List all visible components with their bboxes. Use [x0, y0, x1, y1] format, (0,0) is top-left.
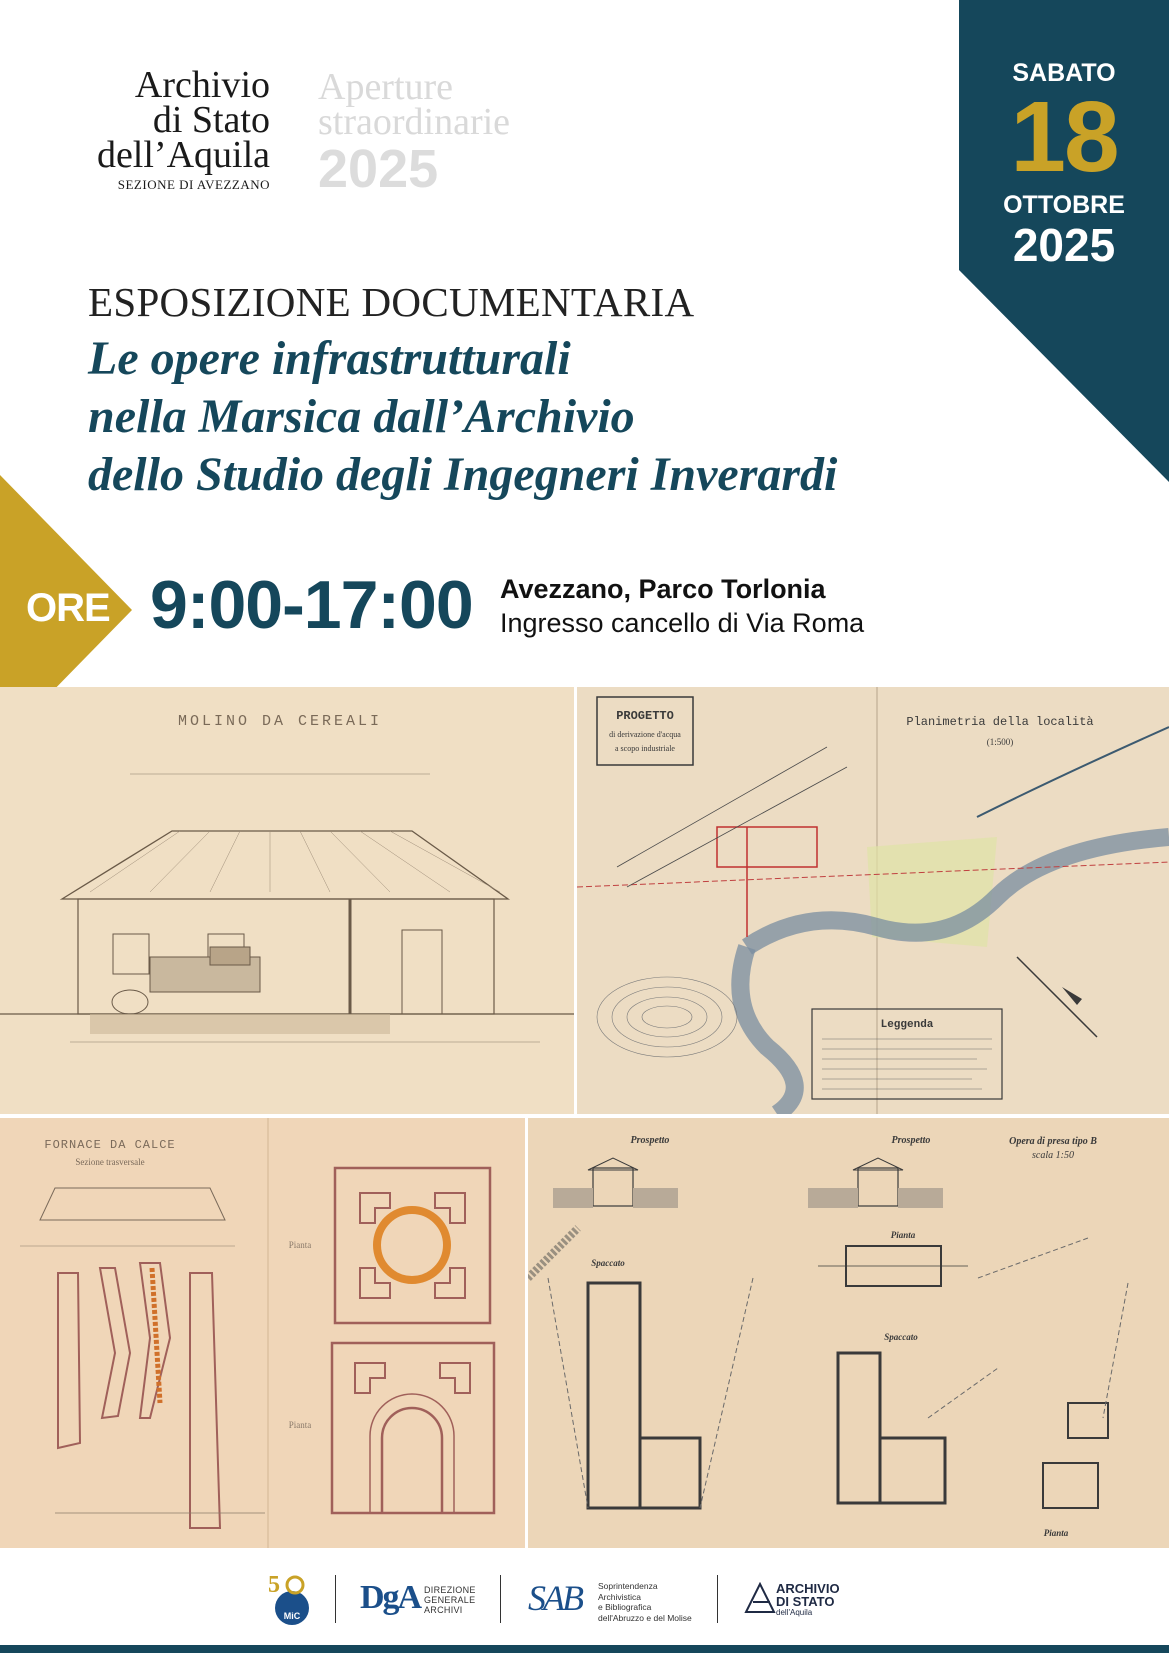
kiln-plan-label2: Pianta	[288, 1420, 312, 1430]
svg-text:5: 5	[268, 1572, 280, 1598]
date-year: 2025	[1012, 219, 1116, 271]
sab-label	[598, 1581, 692, 1623]
aperture-line2: straordinarie	[318, 101, 511, 143]
as-line3: dell'Aquila	[776, 1608, 813, 1617]
intake-title: Opera di presa tipo B	[1009, 1136, 1097, 1147]
archive-name-line2: di Stato	[152, 99, 270, 141]
exhibition-type: ESPOSIZIONE DOCUMENTARIA	[88, 279, 695, 325]
aperture-straordinarie	[318, 66, 511, 199]
map-project-sub1: di derivazione d'acqua	[609, 730, 681, 739]
date-day-number: 18	[1010, 81, 1118, 193]
footer-divider-2	[500, 1575, 501, 1623]
dga-line2: GENERALE	[424, 1595, 476, 1605]
svg-text:DgA: DgA	[360, 1579, 421, 1616]
mic-label: MiC	[283, 1611, 301, 1621]
mill-drawing	[0, 687, 574, 1114]
lime-kiln-drawing	[0, 1118, 525, 1548]
mill-title: MOLINO DA CEREALI	[177, 713, 383, 730]
map-project-sub2: a scopo industriale	[615, 744, 675, 753]
water-intake-drawing	[528, 1118, 1169, 1548]
venue-place: Avezzano, Parco Torlonia	[500, 574, 826, 604]
title-line1: Le opere infrastrutturali	[88, 332, 571, 385]
kiln-subtitle: Sezione trasversale	[75, 1157, 145, 1167]
archivio-stato-label	[776, 1582, 840, 1618]
map-legend-title: Leggenda	[880, 1019, 934, 1031]
title-line2: nella Marsica dall’Archivio	[88, 390, 635, 443]
aperture-year: 2025	[318, 139, 439, 199]
intake-pianta-label1: Pianta	[890, 1230, 916, 1240]
venue	[500, 572, 864, 640]
dga-line3: ARCHIVI	[424, 1605, 463, 1615]
intake-prospetto-label1: Prospetto	[630, 1135, 670, 1146]
dga-line1: DIREZIONE	[424, 1585, 476, 1595]
venue-entrance: Ingresso cancello di Via Roma	[500, 608, 865, 638]
hours-label: ORE	[26, 586, 110, 630]
sab-line3: e Bibliografica	[598, 1602, 652, 1612]
dga-label	[424, 1585, 476, 1615]
aperture-line1: Aperture	[318, 66, 454, 108]
as-line2: DI STATO	[776, 1594, 835, 1609]
archive-logo	[60, 64, 270, 193]
footer-divider-3	[717, 1575, 718, 1623]
event-date	[959, 58, 1169, 270]
archive-section: SEZIONE DI AVEZZANO	[117, 177, 270, 192]
sab-line4: dell'Abruzzo e del Molise	[598, 1612, 692, 1623]
intake-pianta-label2: Pianta	[1043, 1528, 1069, 1538]
site-plan-map	[577, 687, 1169, 1114]
map-project-label: PROGETTO	[616, 709, 674, 723]
date-month: OTTOBRE	[1003, 191, 1125, 219]
opening-hours: 9:00-17:00	[150, 567, 473, 643]
mic-50-logo	[266, 1570, 314, 1626]
svg-text:SAB: SAB	[528, 1578, 581, 1618]
date-weekday: SABATO	[1012, 59, 1116, 87]
intake-spaccato-label2: Spaccato	[884, 1332, 918, 1342]
as-line1: ARCHIVIO	[776, 1581, 840, 1596]
date-banner	[959, 0, 1169, 482]
sab-logo	[526, 1576, 596, 1620]
title-line3: dello Studio degli Ingegneri Inverardi	[88, 448, 838, 501]
sab-line2: Archivistica	[598, 1591, 641, 1602]
exhibition-title	[88, 330, 968, 504]
archive-name-line3: dell’Aquila	[96, 134, 270, 176]
kiln-plan-label1: Pianta	[288, 1240, 312, 1250]
map-title: Planimetria della località	[906, 715, 1094, 729]
kiln-title: FORNACE DA CALCE	[44, 1138, 176, 1152]
footer-bar	[0, 1645, 1169, 1653]
map-scale: (1:500)	[986, 737, 1014, 747]
intake-scale: scala 1:50	[1032, 1150, 1074, 1161]
intake-spaccato-label1: Spaccato	[591, 1258, 625, 1268]
footer-divider-1	[335, 1575, 336, 1623]
intake-prospetto-label2: Prospetto	[891, 1135, 931, 1146]
archivio-stato-logo	[744, 1582, 776, 1614]
sab-line1: Soprintendenza	[598, 1581, 658, 1591]
dga-logo	[360, 1578, 422, 1616]
archive-name-line1: Archivio	[134, 64, 270, 106]
